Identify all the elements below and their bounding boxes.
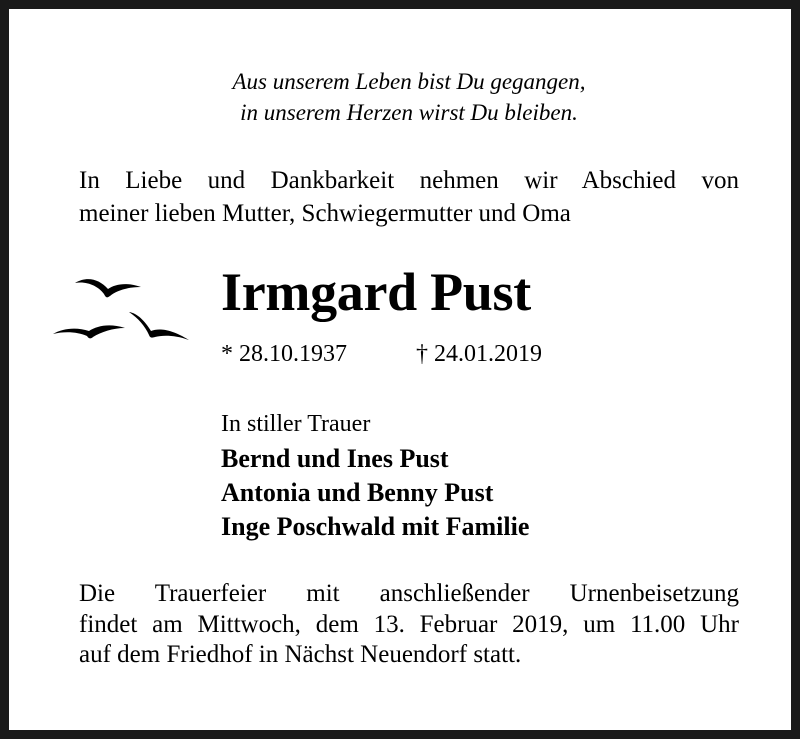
flying-birds-icon bbox=[49, 271, 199, 351]
service-line: findet am Mittwoch, dem 13. Februar 2019, um 11.00 Uhr bbox=[79, 610, 739, 638]
farewell-intro bbox=[79, 164, 739, 230]
deceased-name: Irmgard Pust bbox=[221, 262, 531, 322]
service-line: Die Trauerfeier mit anschließender Urnenbeisetzung bbox=[79, 580, 739, 607]
service-line: auf dem Friedhof in Nächst Neuendorf statt. bbox=[79, 641, 522, 668]
bird-top-icon bbox=[75, 279, 141, 297]
intro-line: meiner lieben Mutter, Schwiegermutter und Oma bbox=[79, 200, 571, 227]
quote-line: in unserem Herzen wirst Du bleiben. bbox=[240, 100, 578, 125]
quote-line: Aus unserem Leben bist Du gegangen, bbox=[232, 69, 586, 94]
death-date: † 24.01.2019 bbox=[416, 341, 542, 367]
memorial-quote bbox=[189, 66, 629, 128]
mourner-name: Bernd und Ines Pust bbox=[221, 444, 449, 473]
mourners-list bbox=[221, 442, 529, 544]
mourner-name: Antonia und Benny Pust bbox=[221, 478, 494, 507]
mourner-name: Inge Poschwald mit Familie bbox=[221, 512, 530, 541]
funeral-service-info bbox=[79, 579, 739, 671]
mourning-label: In stiller Trauer bbox=[221, 411, 371, 437]
bird-left-icon bbox=[53, 325, 125, 338]
birth-date: * 28.10.1937 bbox=[221, 341, 347, 367]
intro-line: In Liebe und Dankbarkeit nehmen wir Abschied von bbox=[79, 167, 739, 194]
bird-right-icon bbox=[129, 312, 189, 340]
